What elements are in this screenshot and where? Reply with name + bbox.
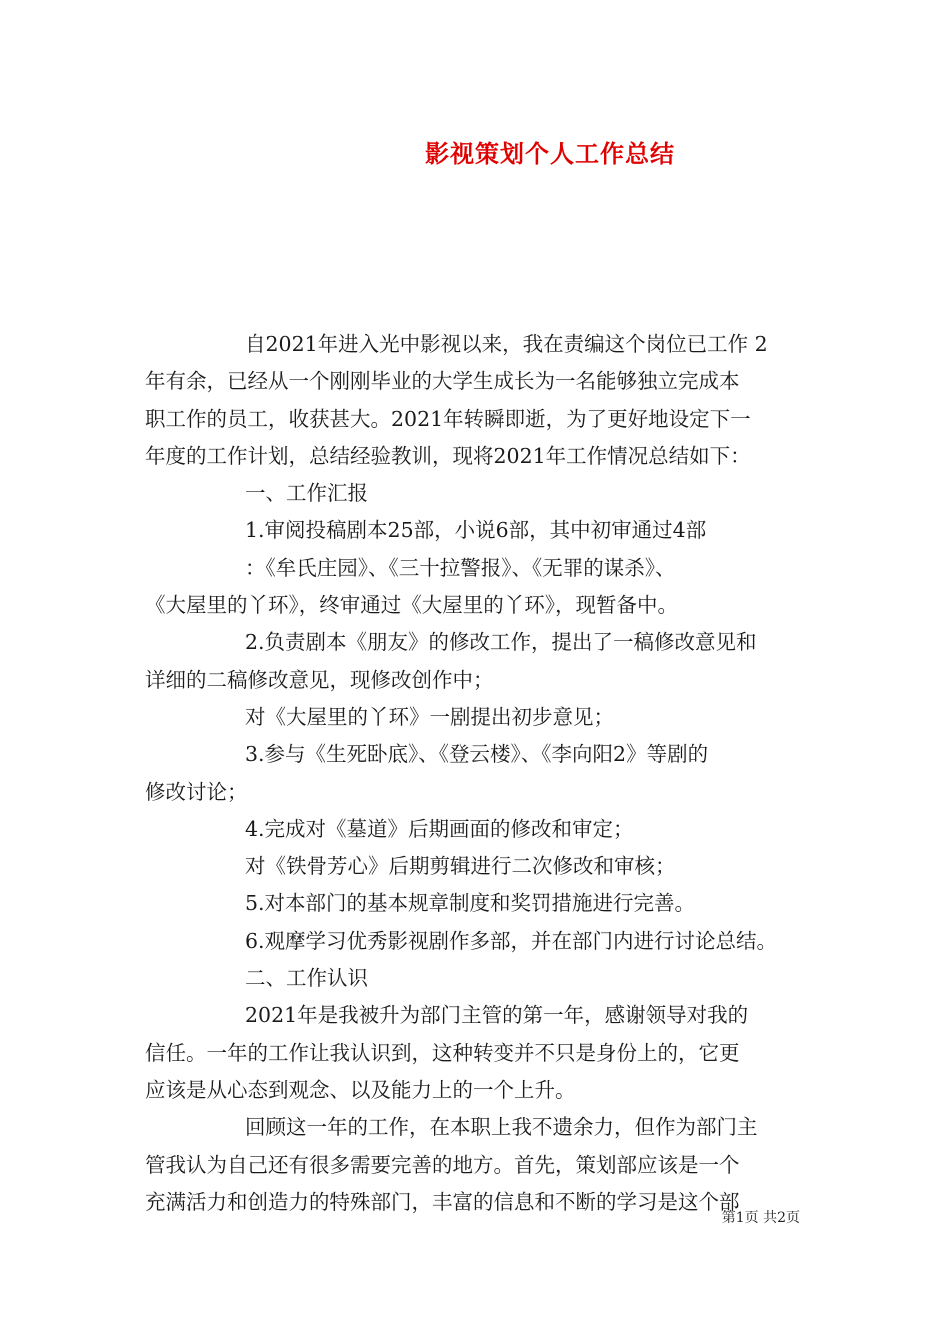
paragraph-line: 自2021年进入光中影视以来，我在责编这个岗位已工作 2 (245, 332, 768, 356)
paragraph-line: 详细的二稿修改意见，现修改创作中； (145, 667, 494, 692)
document-title: 影视策划个人工作总结 (425, 139, 675, 168)
paragraph-line: ：《牟氏庄园》、《三十拉警报》、《无罪的谋杀》、 (245, 555, 676, 580)
paragraph-line: 管我认为自己还有很多需要完善的地方。首先，策划部应该是一个 (145, 1152, 740, 1177)
paragraph-line: 年有余，已经从一个刚刚毕业的大学生成长为一名能够独立完成本 (145, 369, 740, 394)
paragraph-line: 3.参与《生死卧底》、《登云楼》、《李向阳2》等剧的 (245, 742, 709, 767)
paragraph-line: 信任。一年的工作让我认识到，这种转变并不只是身份上的，它更 (145, 1040, 740, 1065)
paragraph-line: 5.对本部门的基本规章制度和奖罚措施进行完善。 (245, 891, 696, 916)
paragraph-line: 1.审阅投稿剧本25部，小说6部，其中初审通过4部 (245, 518, 707, 543)
page-number: 第1页 共2页 (721, 1210, 800, 1226)
paragraph-line: 回顾这一年的工作，在本职上我不遗余力，但作为部门主 (245, 1115, 758, 1140)
paragraph-line: 年度的工作计划，总结经验教训，现将2021年工作情况总结如下： (145, 443, 751, 468)
paragraph-line: 《大屋里的丫环》，终审通过《大屋里的丫环》，现暂备中。 (145, 593, 678, 618)
paragraph-line: 职工作的员工，收获甚大。2021年转瞬即逝，为了更好地设定下一 (145, 406, 751, 431)
paragraph-line: 6.观摩学习优秀影视剧作多部，并在部门内进行讨论总结。 (245, 928, 778, 953)
paragraph-line: 充满活力和创造力的特殊部门，丰富的信息和不断的学习是这个部 (145, 1189, 740, 1214)
paragraph-line: 2.负责剧本《朋友》的修改工作，提出了一稿修改意见和 (245, 630, 757, 655)
section-heading: 一、工作汇报 (245, 481, 368, 506)
paragraph-line: 应该是从心态到观念、以及能力上的一个上升。 (145, 1077, 576, 1102)
paragraph-line: 修改讨论； (145, 779, 248, 804)
document-body (145, 326, 810, 1221)
paragraph-line: 4.完成对《墓道》后期画面的修改和审定； (245, 816, 634, 841)
section-heading: 二、工作认识 (245, 966, 368, 991)
paragraph-line: 对《大屋里的丫环》一剧提出初步意见； (245, 704, 614, 729)
paragraph-line: 2021年是我被升为部门主管的第一年，感谢领导对我的 (245, 1003, 749, 1028)
paragraph-line: 对《铁骨芳心》后期剪辑进行二次修改和审核； (245, 854, 676, 879)
